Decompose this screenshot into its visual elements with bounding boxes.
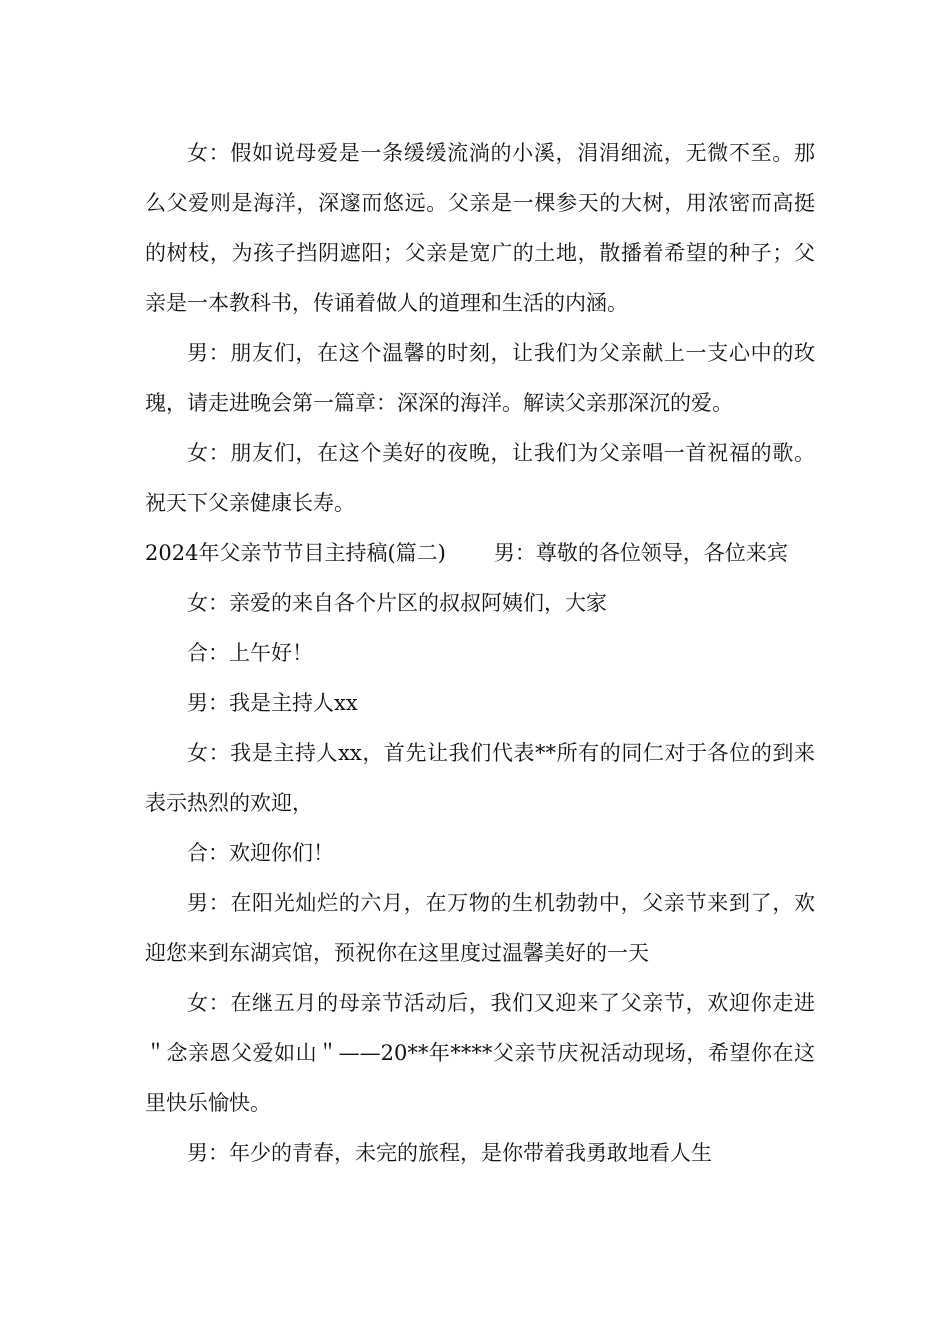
paragraph: 男：我是主持人xx: [187, 691, 358, 715]
section-first-line: 男：尊敬的各位领导，各位来宾: [493, 541, 788, 565]
paragraph: 男：朋友们，在这个温馨的时刻，让我们为父亲献上一支心中的玫瑰，请走进晚会第一篇章：深深的海洋。解读父亲那深沉的爱。: [145, 341, 815, 415]
section-heading-line: [145, 528, 815, 578]
paragraph: 男：年少的青春，未完的旅程，是你带着我勇敢地看人生: [187, 1141, 712, 1165]
paragraph: 合：上午好！: [187, 641, 313, 665]
section-title: 2024年父亲节节目主持稿(篇二): [145, 541, 446, 565]
paragraph: 女：假如说母爱是一条缓缓流淌的小溪，涓涓细流，无微不至。那么父爱则是海洋，深邃而悠远。父亲是一棵参天的大树，用浓密而高挺的树枝，为孩子挡阴遮阳；父亲是宽广的土地，散播着希望的种子；父亲是一本教科书，传诵着做人的道理和生活的内涵。: [145, 141, 815, 315]
paragraph: 女：亲爱的来自各个片区的叔叔阿姨们，大家: [187, 591, 607, 615]
paragraph: 合：欢迎你们！: [187, 841, 334, 865]
paragraph: 女：朋友们，在这个美好的夜晚，让我们为父亲唱一首祝福的歌。祝天下父亲健康长寿。: [145, 441, 815, 515]
paragraph: 女：在继五月的母亲节活动后，我们又迎来了父亲节，欢迎你走进＂念亲恩父爱如山＂——20**年****父亲节庆祝活动现场，希望你在这里快乐愉快。: [145, 991, 815, 1115]
paragraph: 女：我是主持人xx，首先让我们代表**所有的同仁对于各位的到来表示热烈的欢迎，: [145, 741, 815, 815]
document-page: [145, 128, 815, 1178]
paragraph: 男：在阳光灿烂的六月，在万物的生机勃勃中，父亲节来到了，欢迎您来到东湖宾馆，预祝你在这里度过温馨美好的一天: [145, 891, 815, 965]
